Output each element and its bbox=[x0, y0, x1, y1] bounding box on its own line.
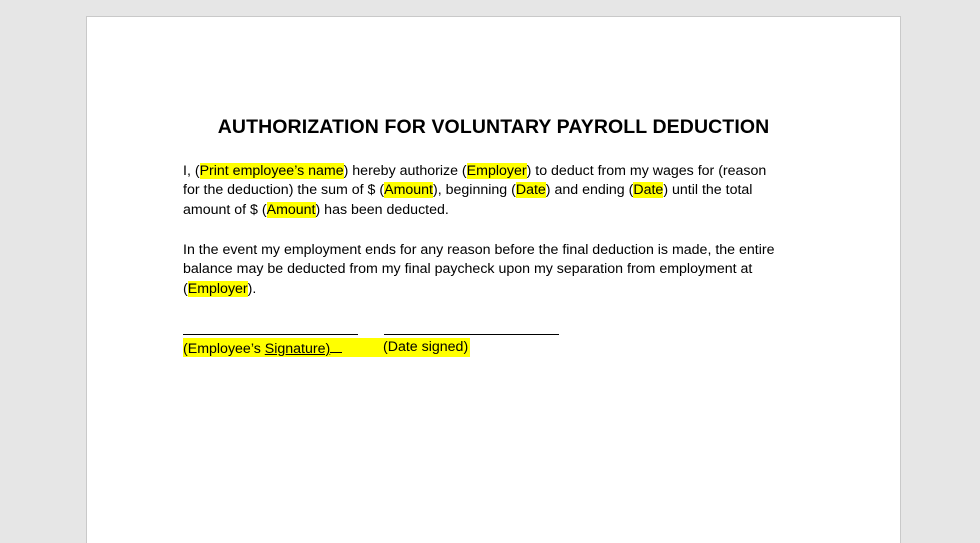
employee-signature-label bbox=[183, 338, 342, 359]
end-date-placeholder[interactable]: Date bbox=[633, 182, 664, 199]
document-page bbox=[86, 16, 901, 543]
paragraph-line: balance may be deducted from my final paycheck upon my separation from employment at bbox=[183, 261, 753, 278]
text-run: ) until the total bbox=[663, 182, 753, 199]
document-title: AUTHORIZATION FOR VOLUNTARY PAYROLL DEDUCTION bbox=[217, 116, 770, 138]
paragraph-line: In the event my employment ends for any reason before the final deduction is made, the entire bbox=[183, 242, 775, 258]
text-run: ) to deduct from my wages for (reason bbox=[526, 163, 767, 179]
total-amount-placeholder[interactable]: Amount bbox=[266, 201, 316, 218]
employer-placeholder[interactable]: Employer bbox=[466, 163, 527, 179]
paragraph-termination bbox=[183, 241, 823, 299]
signature-labels bbox=[183, 338, 470, 357]
underline-tail bbox=[330, 338, 342, 353]
employer-placeholder[interactable]: Employer bbox=[187, 280, 248, 297]
text-run: (Employee’s bbox=[183, 341, 265, 357]
signature-word: Signature) bbox=[264, 341, 331, 357]
text-run: ( bbox=[183, 280, 188, 297]
paragraph-authorization bbox=[183, 162, 823, 220]
text-run: ) has been deducted. bbox=[315, 201, 449, 218]
start-date-placeholder[interactable]: Date bbox=[515, 182, 546, 199]
text-run: for the deduction) the sum of $ ( bbox=[183, 182, 385, 199]
text-run: ). bbox=[247, 280, 257, 297]
date-signed-label: (Date signed) bbox=[383, 339, 469, 355]
paragraph-line bbox=[183, 162, 823, 181]
text-run: amount of $ ( bbox=[183, 201, 267, 218]
paragraph-line bbox=[183, 181, 823, 200]
text-run: ) hereby authorize ( bbox=[343, 163, 467, 179]
amount-placeholder[interactable]: Amount bbox=[384, 182, 434, 199]
paragraph-line bbox=[183, 201, 823, 220]
date-signed-line[interactable] bbox=[384, 334, 559, 335]
text-run: I, ( bbox=[183, 163, 200, 179]
paragraph-line bbox=[183, 280, 823, 299]
employee-signature-line[interactable] bbox=[183, 334, 358, 335]
employee-name-placeholder[interactable]: Print employee’s name bbox=[199, 163, 344, 179]
text-run: ) and ending ( bbox=[545, 182, 634, 199]
text-run: ), beginning ( bbox=[433, 182, 516, 199]
